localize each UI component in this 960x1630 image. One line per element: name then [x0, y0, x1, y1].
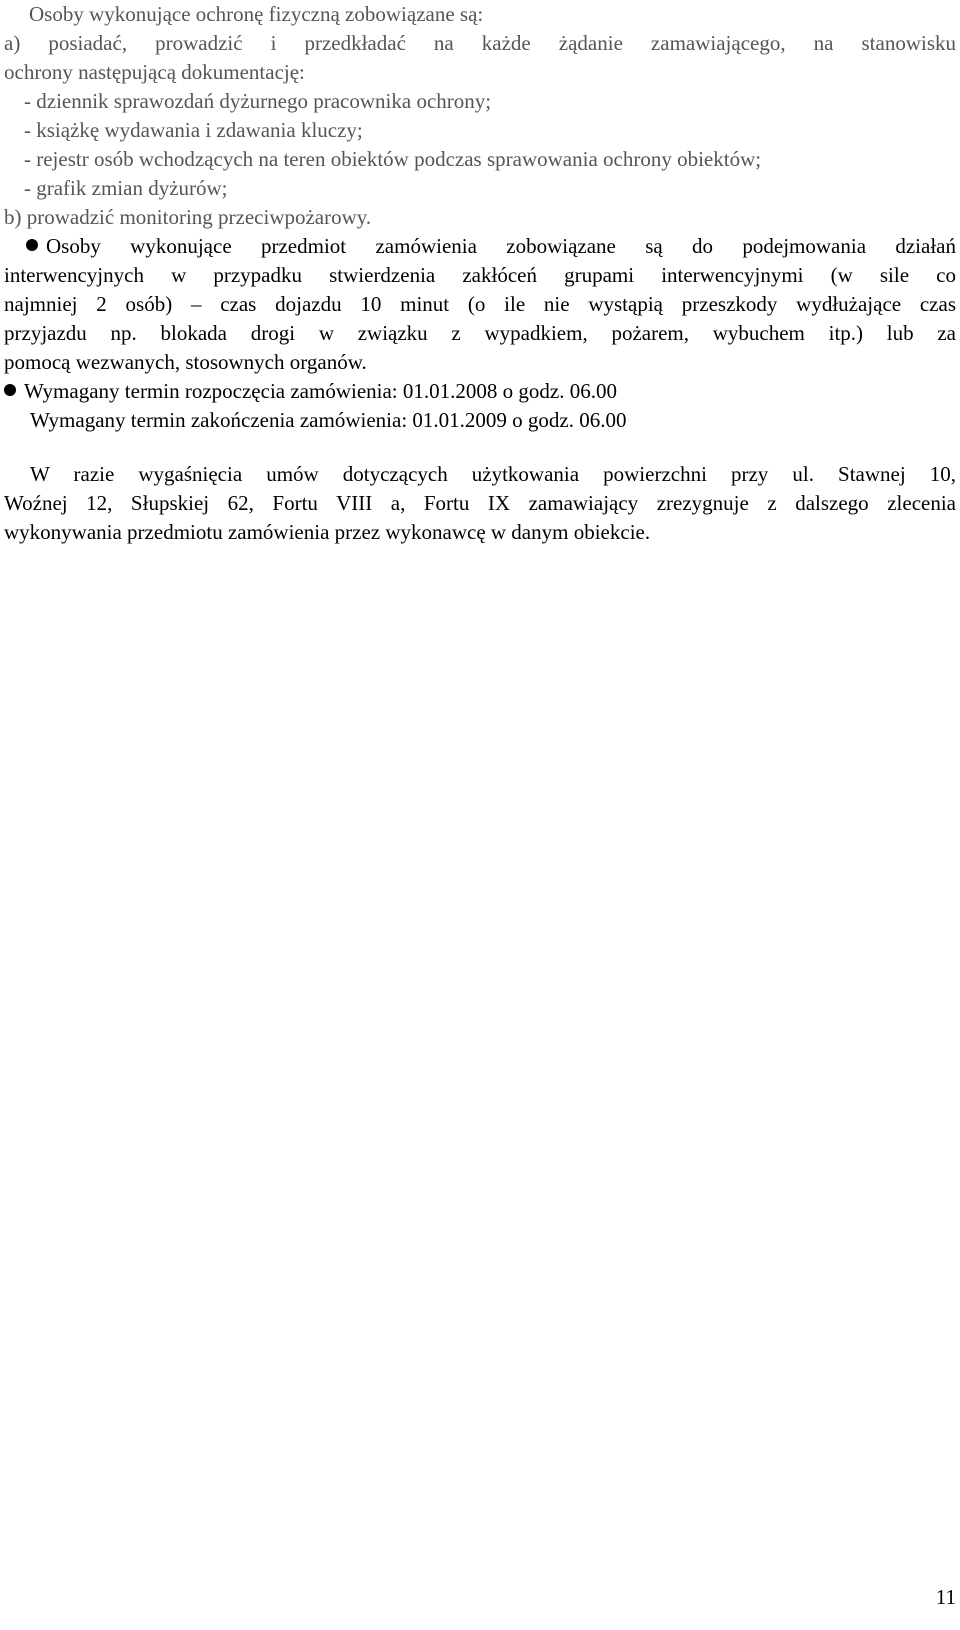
page-number: 11 — [935, 1585, 956, 1609]
term-start: Wymagany termin rozpoczęcia zamówienia: 01.01.2008 o godz. 06.00 — [24, 379, 617, 403]
term-end: Wymagany termin zakończenia zamówienia: 01.01.2009 o godz. 06.00 — [30, 408, 627, 432]
point-a-line-1: a) posiadać, prowadzić i przedkładać na każde żądanie zamawiającego, na stanowisku — [4, 31, 956, 55]
document-body — [4, 0, 956, 547]
intervention-line-2: interwencyjnych w przypadku stwierdzenia zakłóceń grupami interwencyjnymi (w sile co — [4, 263, 956, 287]
intervention-line-1 — [4, 232, 956, 261]
doc-item: - książkę wydawania i zdawania kluczy; — [24, 118, 363, 142]
termination-line-3: wykonywania przedmiotu zamówienia przez wykonawcę w danym obiekcie. — [4, 520, 651, 544]
bullet-icon — [4, 384, 16, 396]
point-a-line-2: ochrony następującą dokumentację: — [4, 60, 305, 84]
termination-line-2: Woźnej 12, Słupskiej 62, Fortu VIII a, Fortu IX zamawiający zrezygnuje z dalszego zlecenia — [4, 491, 956, 515]
termination-paragraph — [4, 460, 956, 547]
intervention-paragraph — [4, 232, 956, 377]
security-intro: Osoby wykonujące ochronę fizyczną zobowiązane są: — [29, 2, 484, 26]
intervention-line-4: przyjazdu np. blokada drogi w związku z wypadkiem, pożarem, wybuchem itp.) lub za — [4, 321, 956, 345]
term-start-line — [4, 377, 956, 406]
bullet-icon — [26, 239, 38, 251]
point-b: b) prowadzić monitoring przeciwpożarowy. — [4, 205, 372, 229]
intervention-line-3: najmniej 2 osób) – czas dojazdu 10 minut (o ile nie wystąpią przeszkody wydłużające czas — [4, 292, 956, 316]
doc-item: - grafik zmian dyżurów; — [24, 176, 228, 200]
intervention-line-5: pomocą wezwanych, stosownych organów. — [4, 350, 367, 374]
doc-item: - dziennik sprawozdań dyżurnego pracownika ochrony; — [24, 89, 492, 113]
intervention-text: Osoby wykonujące przedmiot zamówienia zobowiązane są do podejmowania działań — [46, 234, 956, 258]
paragraph-gap — [4, 435, 956, 460]
terms-section — [4, 377, 956, 435]
doc-item: - rejestr osób wchodzących na teren obiektów podczas sprawowania ochrony obiektów; — [24, 147, 762, 171]
security-obligations — [4, 0, 956, 232]
termination-line-1: W razie wygaśnięcia umów dotyczących użytkowania powierzchni przy ul. Stawnej 10, — [30, 462, 956, 486]
